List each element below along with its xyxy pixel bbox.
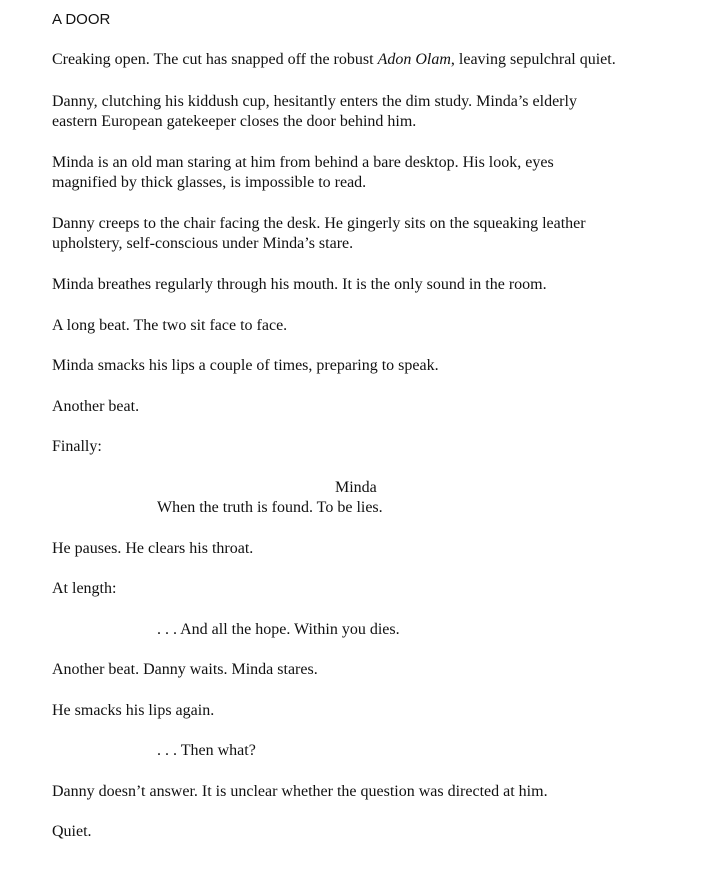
action-line: Danny, clutching his kiddush cup, hesitantly enters the dim study. Minda’s elderly [52, 93, 577, 110]
action-paragraph: At length: [52, 580, 117, 597]
action-paragraph: He smacks his lips again. [52, 702, 215, 719]
action-text: Creaking open. The cut has snapped off the robust [52, 51, 378, 68]
character-name: Minda [335, 479, 377, 496]
action-line: Minda is an old man staring at him from behind a bare desktop. His look, eyes [52, 154, 554, 171]
scene-slugline: A DOOR [52, 11, 111, 28]
action-paragraph: He pauses. He clears his throat. [52, 540, 254, 557]
action-paragraph [52, 50, 616, 70]
action-line: upholstery, self-conscious under Minda’s stare. [52, 235, 354, 252]
action-line: magnified by thick glasses, is impossible to read. [52, 174, 367, 191]
action-line: eastern European gatekeeper closes the door behind him. [52, 113, 417, 130]
action-paragraph: Another beat. [52, 398, 140, 415]
dialogue-line: When the truth is found. To be lies. [157, 499, 383, 516]
dialogue-line: . . . And all the hope. Within you dies. [157, 621, 400, 638]
action-text: , leaving sepulchral quiet. [450, 51, 616, 68]
action-paragraph: Quiet. [52, 823, 92, 840]
dialogue-line: . . . Then what? [157, 742, 256, 759]
action-paragraph: Minda smacks his lips a couple of times, preparing to speak. [52, 357, 439, 374]
song-title: Adon Olam [377, 51, 451, 68]
action-line: Danny creeps to the chair facing the desk. He gingerly sits on the squeaking leather [52, 215, 586, 232]
action-paragraph: A long beat. The two sit face to face. [52, 317, 288, 334]
action-paragraph: Another beat. Danny waits. Minda stares. [52, 661, 318, 678]
action-paragraph: Finally: [52, 438, 102, 455]
action-paragraph: Danny doesn’t answer. It is unclear whether the question was directed at him. [52, 783, 548, 800]
action-paragraph: Minda breathes regularly through his mouth. It is the only sound in the room. [52, 276, 547, 293]
